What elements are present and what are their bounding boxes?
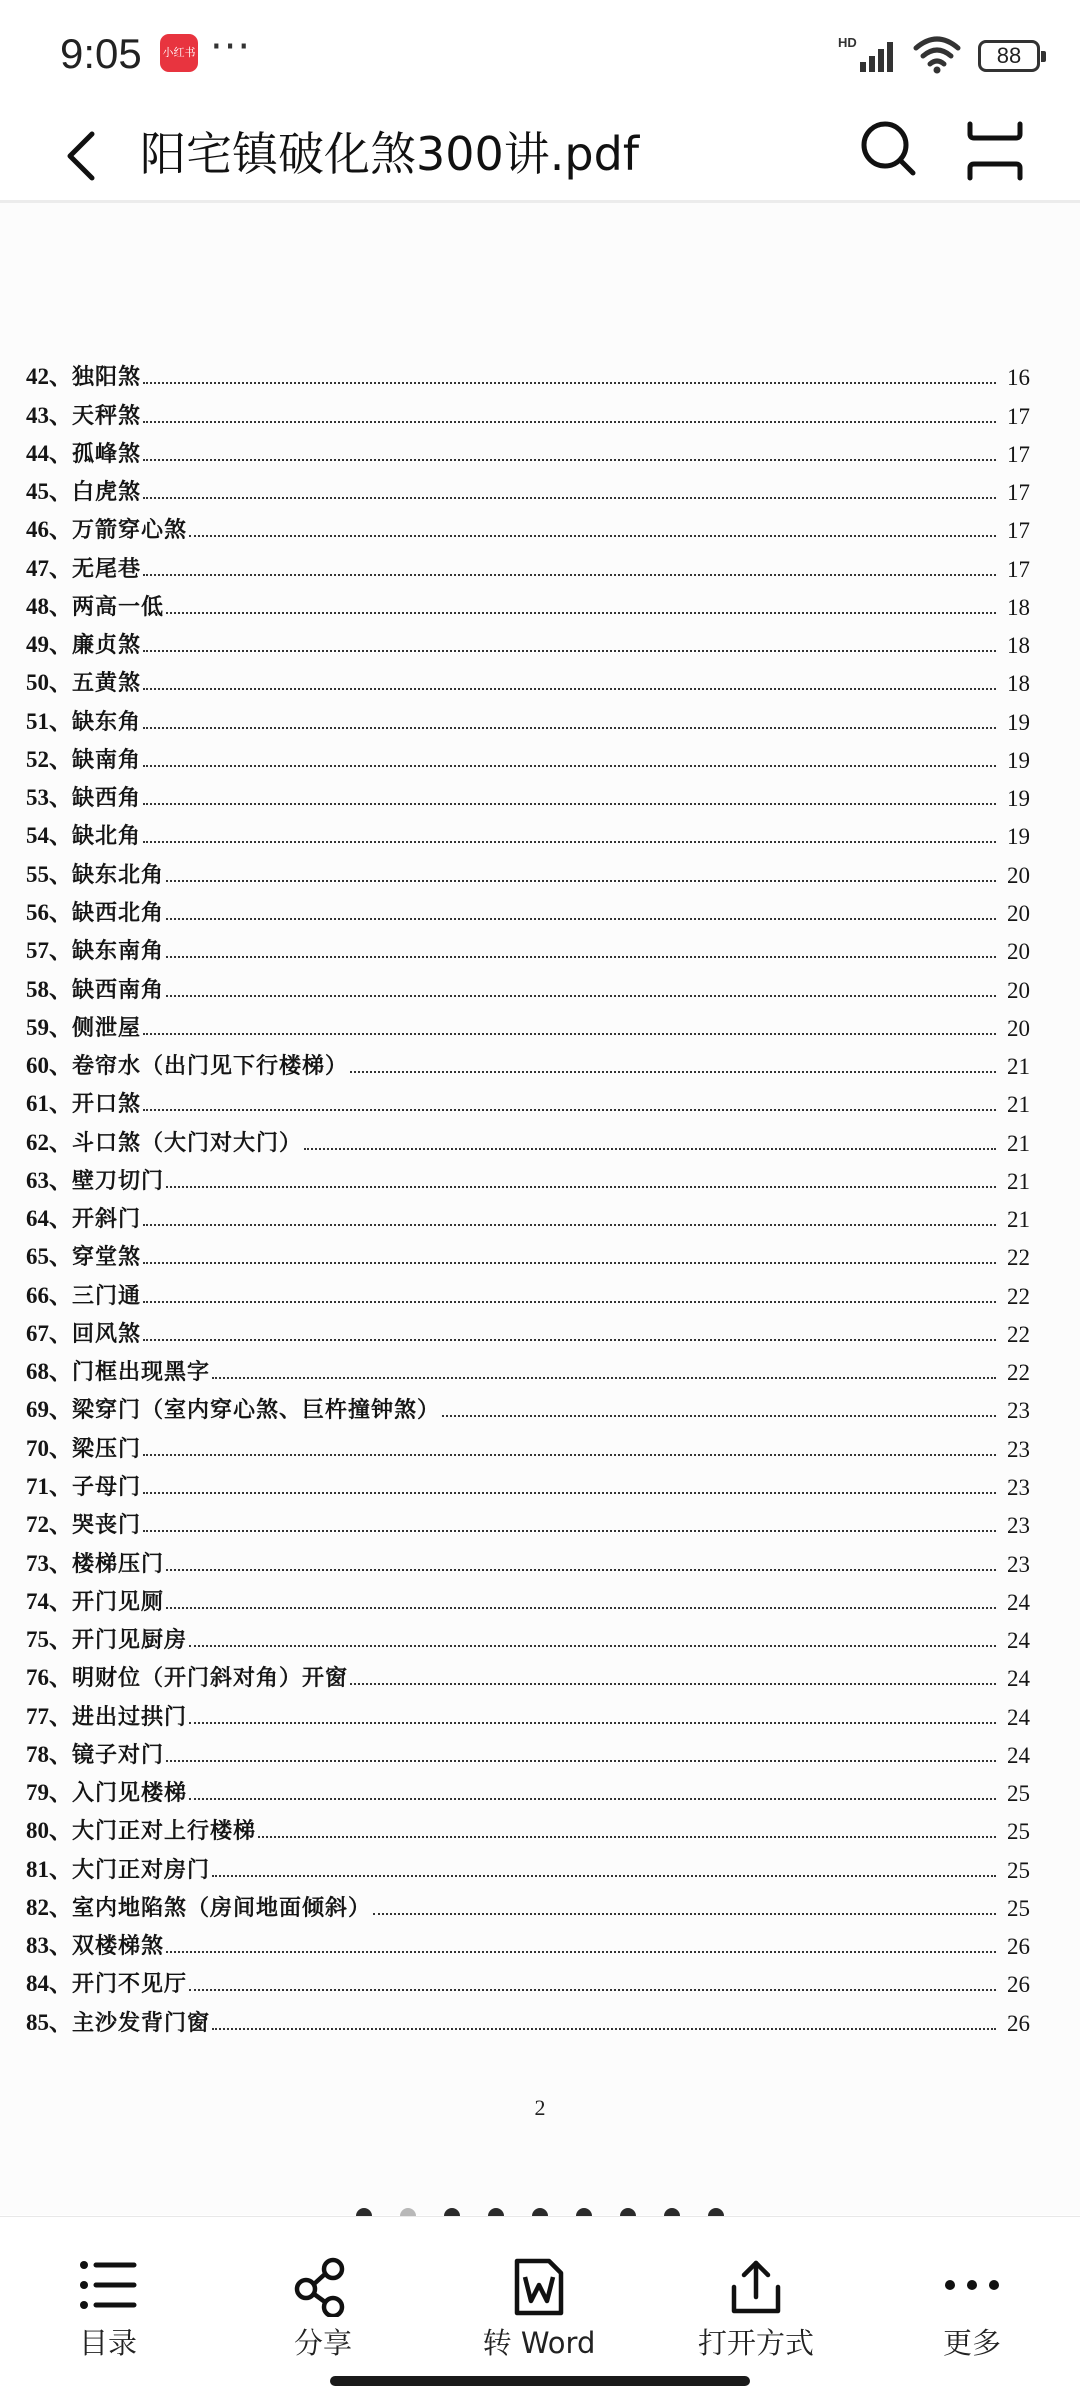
page-number: 2 (534, 2095, 546, 2120)
toc-dot-leader (143, 1109, 996, 1111)
toc-entry[interactable] (26, 1845, 1030, 1883)
toc-entry[interactable] (26, 1501, 1030, 1539)
chevron-left-icon (54, 120, 114, 190)
toc-entry-page: 18 (1007, 633, 1030, 659)
toc-entry[interactable] (26, 506, 1030, 544)
toc-dot-leader (143, 841, 996, 843)
toc-entry-number: 56、 (26, 899, 72, 925)
toc-entry-title: 室内地陷煞（房间地面倾斜） (72, 1894, 372, 1921)
toc-entry[interactable] (26, 353, 1030, 391)
catalog-button[interactable] (13, 2217, 203, 2367)
toc-entry-page: 22 (1007, 1321, 1030, 1347)
toc-dot-leader (350, 1071, 996, 1073)
toc-entry[interactable] (26, 659, 1030, 697)
toc-entry-page: 23 (1007, 1398, 1030, 1424)
toc-entry[interactable] (26, 1386, 1030, 1424)
toc-entry-title: 两高一低 (72, 593, 165, 620)
open-with-label: 打开方式 (697, 2326, 814, 2360)
toc-entry-number: 46、 (26, 517, 72, 543)
toc-entry-page: 17 (1007, 403, 1030, 429)
toc-dot-leader (189, 1989, 996, 1991)
toc-entry-page: 25 (1007, 1895, 1030, 1921)
toc-entry-page: 23 (1007, 1513, 1030, 1539)
toc-entry-number: 65、 (26, 1244, 72, 1270)
toc-entry[interactable] (26, 1884, 1030, 1922)
toc-entry-title: 回风煞 (72, 1320, 142, 1347)
toc-entry[interactable] (26, 927, 1030, 965)
toc-dot-leader (212, 1875, 996, 1877)
toc-entry-number: 80、 (26, 1818, 72, 1844)
export-icon (726, 2257, 786, 2317)
toc-entry-number: 59、 (26, 1014, 72, 1040)
toc-dot-leader (189, 1645, 996, 1647)
toc-entry-title: 缺西角 (72, 785, 142, 812)
toc-entry-number: 57、 (26, 938, 72, 964)
toc-entry[interactable] (26, 1195, 1030, 1233)
toc-entry[interactable] (26, 1960, 1030, 1998)
toc-entry-page: 24 (1007, 1666, 1030, 1692)
toc-dot-leader (350, 1683, 996, 1685)
toc-entry-title: 缺东南角 (72, 938, 165, 965)
toc-entry-page: 20 (1007, 862, 1030, 888)
toc-entry[interactable] (26, 850, 1030, 888)
toc-entry-title: 缺南角 (72, 746, 142, 773)
toc-dot-leader (143, 803, 996, 805)
toc-entry-number: 43、 (26, 402, 72, 428)
toc-entry-number: 75、 (26, 1627, 72, 1653)
toc-entry-page: 20 (1007, 1015, 1030, 1041)
toc-entry[interactable] (26, 889, 1030, 927)
toc-entry-page: 19 (1007, 747, 1030, 773)
toc-entry[interactable] (26, 1004, 1030, 1042)
toc-dot-leader (143, 765, 996, 767)
toc-entry-title: 穿堂煞 (72, 1244, 142, 1271)
toc-entry-number: 68、 (26, 1359, 72, 1385)
toc-entry-title: 主沙发背门窗 (72, 2009, 211, 2036)
toc-entry[interactable] (26, 391, 1030, 429)
document-title: 阳宅镇破化煞300讲.pdf (140, 127, 640, 181)
toc-entry-number: 47、 (26, 555, 72, 581)
toc-entry-page: 20 (1007, 900, 1030, 926)
toc-entry-title: 独阳煞 (72, 364, 142, 391)
toc-entry-page: 20 (1007, 977, 1030, 1003)
toc-entry-title: 哭丧门 (72, 1512, 142, 1539)
toc-entry-number: 83、 (26, 1933, 72, 1959)
toc-entry[interactable] (26, 1233, 1030, 1271)
toc-entry-page: 20 (1007, 939, 1030, 965)
toc-entry-title: 梁压门 (72, 1435, 142, 1462)
toc-dot-leader (442, 1415, 996, 1417)
toc-entry[interactable] (26, 1922, 1030, 1960)
toc-entry[interactable] (26, 1616, 1030, 1654)
toc-entry[interactable] (26, 812, 1030, 850)
toc-entry-number: 70、 (26, 1435, 72, 1461)
toc-entry-page: 24 (1007, 1704, 1030, 1730)
toc-entry-page: 19 (1007, 786, 1030, 812)
share-label: 分享 (293, 2326, 352, 2360)
toc-entry[interactable] (26, 430, 1030, 468)
toc-entry-title: 白虎煞 (72, 479, 142, 506)
toc-dot-leader (143, 459, 996, 461)
toc-entry-title: 缺东角 (72, 708, 142, 735)
toc-entry-page: 17 (1007, 518, 1030, 544)
word-document-icon (509, 2257, 569, 2317)
toc-entry[interactable] (26, 1310, 1030, 1348)
toc-entry[interactable] (26, 1539, 1030, 1577)
toc-entry-page: 24 (1007, 1628, 1030, 1654)
toc-entry-title: 开斜门 (72, 1206, 142, 1233)
toc-entry-page: 19 (1007, 709, 1030, 735)
toc-dot-leader (143, 1454, 996, 1456)
toc-dot-leader (143, 1224, 996, 1226)
toc-dot-leader (143, 1530, 996, 1532)
fit-width-button[interactable] (960, 116, 1030, 186)
toc-dot-leader (143, 650, 996, 652)
toc-entry-title: 斗口煞（大门对大门） (72, 1129, 303, 1156)
title-bar (0, 112, 1080, 202)
back-button[interactable] (54, 120, 114, 190)
status-bar (0, 0, 1080, 112)
toc-dot-leader (212, 1377, 996, 1379)
toc-entry-page: 24 (1007, 1742, 1030, 1768)
toc-entry-page: 21 (1007, 1054, 1030, 1080)
toc-entry-title: 镜子对门 (72, 1741, 165, 1768)
toc-dot-leader (166, 1951, 996, 1953)
toc-entry-title: 大门正对房门 (72, 1856, 211, 1883)
toc-entry-number: 72、 (26, 1512, 72, 1538)
status-icons (838, 34, 1040, 78)
share-button[interactable] (228, 2217, 418, 2367)
toc-entry-number: 63、 (26, 1167, 72, 1193)
toc-dot-leader (166, 1760, 996, 1762)
toc-entry[interactable] (26, 1424, 1030, 1462)
toc-entry-number: 74、 (26, 1588, 72, 1614)
toc-entry-page: 25 (1007, 1781, 1030, 1807)
toc-entry-number: 42、 (26, 364, 72, 390)
toc-entry[interactable] (26, 544, 1030, 582)
toc-entry-page: 22 (1007, 1360, 1030, 1386)
toc-dot-leader (143, 1033, 996, 1035)
toc-entry-page: 21 (1007, 1092, 1030, 1118)
toc-dot-leader (143, 497, 996, 499)
toc-entry-page: 18 (1007, 671, 1030, 697)
toc-entry-number: 50、 (26, 670, 72, 696)
toc-entry-title: 开门不见厅 (72, 1971, 188, 1998)
toc-entry-title: 万箭穿心煞 (72, 517, 188, 544)
toc-dot-leader (166, 612, 996, 614)
toc-entry-number: 71、 (26, 1473, 72, 1499)
toc-dot-leader (166, 918, 996, 920)
toc-entry-number: 81、 (26, 1856, 72, 1882)
toc-dot-leader (189, 1798, 996, 1800)
toc-dot-leader (143, 727, 996, 729)
toc-dot-leader (166, 956, 996, 958)
toc-entry-page: 25 (1007, 1819, 1030, 1845)
toc-entry-number: 79、 (26, 1780, 72, 1806)
toc-entry-title: 缺西南角 (72, 976, 165, 1003)
toc-entry-title: 进出过拱门 (72, 1703, 188, 1730)
more-label: 更多 (942, 2326, 1001, 2360)
search-button[interactable] (850, 112, 930, 192)
toc-entry-title: 缺北角 (72, 823, 142, 850)
toc-dot-leader (166, 1607, 996, 1609)
toc-entry-title: 缺西北角 (72, 899, 165, 926)
toc-entry[interactable] (26, 1348, 1030, 1386)
toc-entry-title: 开门见厕 (72, 1588, 165, 1615)
toc-entry-title: 卷帘水（出门见下行楼梯） (72, 1053, 349, 1080)
toc-entry[interactable] (26, 774, 1030, 812)
home-indicator[interactable] (330, 2376, 750, 2386)
convert-to-word-button[interactable] (444, 2217, 634, 2367)
toc-entry-title: 廉贞煞 (72, 632, 142, 659)
toc-entry-title: 梁穿门（室内穿心煞、巨杵撞钟煞） (72, 1397, 441, 1424)
toc-entry-title: 五黄煞 (72, 670, 142, 697)
toc-entry[interactable] (26, 1578, 1030, 1616)
table-of-contents (26, 353, 1030, 2037)
toc-entry-page: 22 (1007, 1283, 1030, 1309)
toc-dot-leader (212, 2028, 996, 2030)
toc-entry-number: 51、 (26, 708, 72, 734)
toc-dot-leader (189, 1722, 996, 1724)
toc-entry-number: 48、 (26, 593, 72, 619)
status-time: 9:05 (60, 30, 142, 77)
network-type-label: HD (838, 35, 857, 50)
toc-entry[interactable] (26, 736, 1030, 774)
toc-entry-page: 17 (1007, 556, 1030, 582)
toc-entry-page: 24 (1007, 1589, 1030, 1615)
toc-entry-title: 双楼梯煞 (72, 1933, 165, 1960)
toc-entry-page: 22 (1007, 1245, 1030, 1271)
toc-entry-number: 76、 (26, 1665, 72, 1691)
toc-entry-number: 64、 (26, 1206, 72, 1232)
toc-entry-title: 孤峰煞 (72, 440, 142, 467)
toc-entry[interactable] (26, 697, 1030, 735)
toc-entry-title: 大门正对上行楼梯 (72, 1818, 257, 1845)
toc-entry-title: 开口煞 (72, 1091, 142, 1118)
toc-entry-number: 67、 (26, 1320, 72, 1346)
toc-entry-number: 49、 (26, 632, 72, 658)
toc-entry-page: 18 (1007, 594, 1030, 620)
toc-entry[interactable] (26, 1080, 1030, 1118)
toc-dot-leader (189, 535, 996, 537)
fit-width-icon (960, 116, 1030, 186)
toc-dot-leader (166, 1569, 996, 1571)
toc-entry-page: 23 (1007, 1551, 1030, 1577)
toc-entry[interactable] (26, 1271, 1030, 1309)
toc-entry[interactable] (26, 965, 1030, 1003)
toc-dot-leader (166, 995, 996, 997)
toc-entry-title: 三门通 (72, 1282, 142, 1309)
toc-entry-title: 子母门 (72, 1473, 142, 1500)
toc-entry-title: 门框出现黑字 (72, 1359, 211, 1386)
toc-dot-leader (143, 688, 996, 690)
toc-entry-number: 82、 (26, 1894, 72, 1920)
toc-entry-number: 78、 (26, 1741, 72, 1767)
toc-entry[interactable] (26, 583, 1030, 621)
toc-entry-title: 侧泄屋 (72, 1014, 142, 1041)
toc-entry-page: 17 (1007, 480, 1030, 506)
toc-entry-number: 69、 (26, 1397, 72, 1423)
toc-entry-page: 23 (1007, 1474, 1030, 1500)
toc-dot-leader (304, 1148, 996, 1150)
toc-entry-page: 19 (1007, 824, 1030, 850)
toc-entry-number: 58、 (26, 976, 72, 1002)
toc-entry[interactable] (26, 1157, 1030, 1195)
toc-entry[interactable] (26, 1463, 1030, 1501)
toc-entry[interactable] (26, 621, 1030, 659)
toc-entry-number: 52、 (26, 746, 72, 772)
toc-entry-page: 25 (1007, 1857, 1030, 1883)
toc-dot-leader (143, 1339, 996, 1341)
toc-entry-number: 85、 (26, 2009, 72, 2035)
battery-icon: 88 (978, 40, 1040, 72)
toc-entry-number: 84、 (26, 1971, 72, 1997)
toc-dot-leader (258, 1836, 996, 1838)
toc-entry[interactable] (26, 1807, 1030, 1845)
toc-dot-leader (373, 1913, 996, 1915)
toc-entry-page: 23 (1007, 1436, 1030, 1462)
toc-dot-leader (143, 1301, 996, 1303)
toc-entry[interactable] (26, 1118, 1030, 1156)
toc-entry-number: 45、 (26, 479, 72, 505)
toc-entry-number: 53、 (26, 785, 72, 811)
toc-entry-title: 缺东北角 (72, 861, 165, 888)
toc-entry-title: 天秤煞 (72, 402, 142, 429)
toc-entry-number: 55、 (26, 861, 72, 887)
open-with-button[interactable] (661, 2217, 851, 2367)
toc-entry-page: 26 (1007, 2010, 1030, 2036)
toc-entry-page: 21 (1007, 1207, 1030, 1233)
toc-entry-number: 54、 (26, 823, 72, 849)
toc-dot-leader (143, 574, 996, 576)
toc-entry-page: 26 (1007, 1934, 1030, 1960)
toc-entry-title: 入门见楼梯 (72, 1780, 188, 1807)
more-button[interactable] (877, 2217, 1067, 2367)
toc-entry-page: 21 (1007, 1168, 1030, 1194)
share-icon (293, 2257, 353, 2317)
wifi-icon (912, 34, 962, 78)
toc-dot-leader (143, 1492, 996, 1494)
toc-entry-number: 61、 (26, 1091, 72, 1117)
convert-to-word-label: 转 Word (482, 2326, 596, 2360)
search-icon (850, 112, 930, 192)
toc-entry-page: 26 (1007, 1972, 1030, 1998)
toc-dot-leader (143, 421, 996, 423)
toc-entry-page: 17 (1007, 441, 1030, 467)
toc-entry-title: 开门见厨房 (72, 1627, 188, 1654)
toc-entry[interactable] (26, 468, 1030, 506)
more-notifications-icon: ··· (210, 24, 252, 70)
toc-entry[interactable] (26, 1692, 1030, 1730)
toc-entry-title: 明财位（开门斜对角）开窗 (72, 1665, 349, 1692)
more-icon (942, 2257, 1002, 2317)
toc-entry-title: 楼梯压门 (72, 1550, 165, 1577)
catalog-label: 目录 (78, 2326, 137, 2360)
toc-entry-number: 44、 (26, 440, 72, 466)
toc-entry-number: 62、 (26, 1129, 72, 1155)
toc-dot-leader (143, 382, 996, 384)
list-icon (78, 2257, 138, 2313)
bottom-toolbar (0, 2216, 1080, 2400)
toc-dot-leader (166, 1186, 996, 1188)
toc-entry[interactable] (26, 1042, 1030, 1080)
toc-dot-leader (143, 1262, 996, 1264)
signal-icon (838, 34, 896, 78)
toc-entry-page: 16 (1007, 365, 1030, 391)
toc-entry-page: 21 (1007, 1130, 1030, 1156)
toc-entry[interactable] (26, 1769, 1030, 1807)
app-notification-icon: 小红书 (160, 34, 198, 72)
pdf-page[interactable] (0, 203, 1080, 2215)
toc-entry-title: 壁刀切门 (72, 1167, 165, 1194)
toc-entry[interactable] (26, 1731, 1030, 1769)
toc-entry-number: 73、 (26, 1550, 72, 1576)
toc-entry[interactable] (26, 1998, 1030, 2036)
toc-dot-leader (166, 880, 996, 882)
toc-entry-number: 66、 (26, 1282, 72, 1308)
toc-entry-title: 无尾巷 (72, 555, 142, 582)
toc-entry-number: 77、 (26, 1703, 72, 1729)
toc-entry-number: 60、 (26, 1053, 72, 1079)
toc-entry[interactable] (26, 1654, 1030, 1692)
